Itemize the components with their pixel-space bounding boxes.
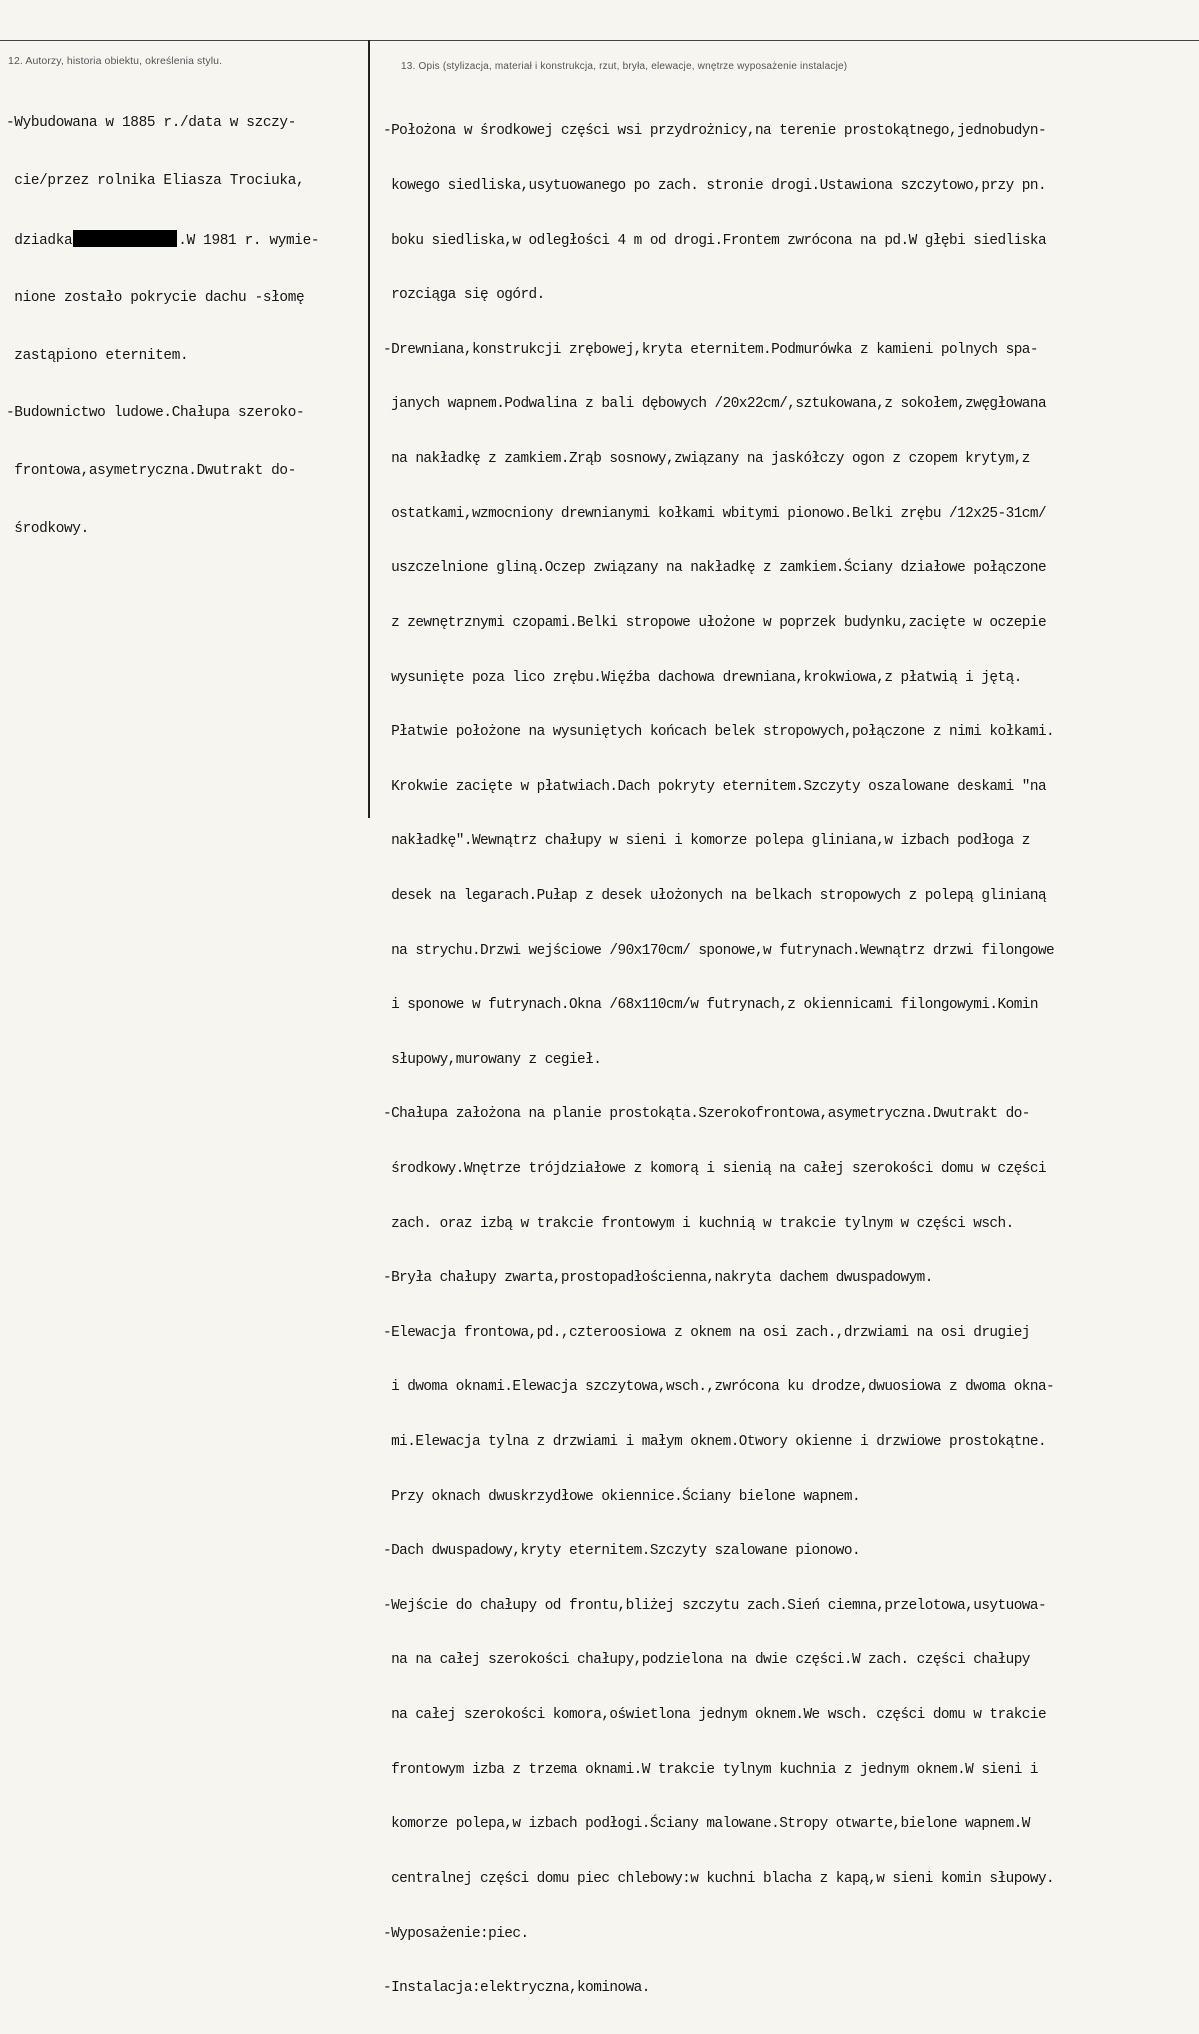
text-line: Krokwie zacięte w płatwiach.Dach pokryty eternitem.Szczyty oszalowane deskami "na (383, 778, 1047, 795)
text-line: zastąpiono eternitem. (6, 347, 189, 364)
text-line: -Elewacja frontowa,pd.,czteroosiowa z oknem na osi zach.,drzwiami na osi drugiej (383, 1324, 1030, 1341)
text-line: zach. oraz izbą w trakcie frontowym i kuchnią w trakcie tylnym w części wsch. (383, 1215, 1014, 1232)
text-line: -Budownictwo ludowe.Chałupa szeroko- (6, 405, 305, 422)
text-line: nakładkę".Wewnątrz chałupy w sieni i komorze polepa gliniana,w izbach podłoga z (383, 833, 1030, 850)
text-line: cie/przez rolnika Eliasza Trociuka, (6, 173, 305, 190)
text-line: frontowa,asymetryczna.Dwutrakt do- (6, 463, 297, 480)
text-line: środkowy. (6, 520, 89, 537)
text-line: kowego siedliska,usytuowanego po zach. stronie drogi.Ustawiona szczytowo,przy pn. (383, 178, 1047, 195)
text-line: z zewnętrznymi czopami.Belki stropowe ułożone w poprzek budynku,zacięte w oczepie (383, 614, 1047, 631)
text-line: -Dach dwuspadowy,kryty eternitem.Szczyty szalowane pionowo. (383, 1543, 861, 1560)
text-line: i sponowe w futrynach.Okna /68x110cm/w futrynach,z okiennicami filongowymi.Komin (383, 997, 1038, 1014)
text-line: uszczelnione gliną.Oczep związany na nakładkę z zamkiem.Ściany działowe połączone (383, 560, 1047, 577)
text-line: -Bryła chałupy zwarta,prostopadłościenna,nakryta dachem dwuspadowym. (383, 1270, 933, 1287)
text-line: i dwoma oknami.Elewacja szczytowa,wsch.,zwrócona ku drodze,dwuosiowa z dwoma okna- (383, 1379, 1055, 1396)
text-line: na strychu.Drzwi wejściowe /90x170cm/ sponowe,w futrynach.Wewnątrz drzwi filongowe (383, 942, 1055, 959)
column-divider (368, 40, 370, 818)
text-line: -Wejście do chałupy od frontu,bliżej szczytu zach.Sień ciemna,przelotowa,usytuowa- (383, 1597, 1047, 1614)
text-line: desek na legarach.Pułap z desek ułożonych na belkach stropowych z polepą glinianą (383, 887, 1047, 904)
text-line (6, 230, 366, 251)
text-fragment: dziadka (6, 232, 73, 249)
history-text (6, 76, 366, 577)
text-line: na całej szerokości komora,oświetlona jednym oknem.We wsch. części domu w trakcie (383, 1707, 1047, 1724)
description-text (383, 86, 1195, 2034)
text-line: Płatwie położone na wysuniętych końcach belek stropowych,połączone z nimi kołkami. (383, 724, 1055, 741)
text-line: środkowy.Wnętrze trójdziałowe z komorą i sienią na całej szerokości domu w części (383, 1160, 1047, 1177)
redaction-bar (73, 230, 177, 247)
text-line: -Chałupa założona na planie prostokąta.Szerokofrontowa,asymetryczna.Dwutrakt do- (383, 1106, 1030, 1123)
section-12-heading: 12. Autorzy, historia obiektu, określenia stylu. (8, 55, 223, 67)
text-line: rozciąga się ogórd. (383, 287, 545, 304)
text-line: boku siedliska,w odległości 4 m od drogi.Frontem zwrócona na pd.W głębi siedliska (383, 232, 1047, 249)
text-line: na nakładkę z zamkiem.Zrąb sosnowy,związany na jaskółczy ogon z czopem krytym,z (383, 451, 1030, 468)
text-line: słupowy,murowany z cegieł. (383, 1051, 602, 1068)
text-line: -Wyposażenie:piec. (383, 1925, 529, 1942)
text-line: -Położona w środkowej części wsi przydrożnicy,na terenie prostokątnego,jednobudyn- (383, 123, 1047, 140)
text-line: na na całej szerokości chałupy,podzielona na dwie części.W zach. części chałupy (383, 1652, 1030, 1669)
text-line: ostatkami,wzmocniony drewnianymi kołkami wbitymi pionowo.Belki zrębu /12x25-31cm/ (383, 505, 1047, 522)
text-line: centralnej części domu piec chlebowy:w kuchni blacha z kapą,w sieni komin słupowy. (383, 1870, 1055, 1887)
text-line: -Wybudowana w 1885 r./data w szczy- (6, 115, 297, 132)
text-line: Przy oknach dwuskrzydłowe okiennice.Ściany bielone wapnem. (383, 1488, 861, 1505)
text-line: mi.Elewacja tylna z drzwiami i małym oknem.Otwory okienne i drzwiowe prostokątne. (383, 1434, 1047, 1451)
section-13-heading: 13. Opis (stylizacja, materiał i konstrukcja, rzut, bryła, elewacje, wnętrze wyposażenie instalacje) (401, 61, 848, 72)
text-line: -Drewniana,konstrukcji zrębowej,kryta eternitem.Podmurówka z kamieni polnych spa- (383, 341, 1038, 358)
text-fragment: .W 1981 r. wymie- (178, 232, 320, 249)
header-divider (0, 40, 1199, 41)
text-line: janych wapnem.Podwalina z bali dębowych /20x22cm/,sztukowana,z sokołem,zwęgłowana (383, 396, 1047, 413)
text-line: komorze polepa,w izbach podłogi.Ściany malowane.Stropy otwarte,bielone wapnem.W (383, 1816, 1030, 1833)
text-line: -Instalacja:elektryczna,kominowa. (383, 1980, 650, 1997)
text-line: wysunięte poza lico zrębu.Więźba dachowa drewniana,krokwiowa,z płatwią i jętą. (383, 669, 1022, 686)
text-line: frontowym izba z trzema oknami.W trakcie tylnym kuchnia z jednym oknem.W sieni i (383, 1761, 1038, 1778)
text-line: nione zostało pokrycie dachu -słomę (6, 290, 305, 307)
